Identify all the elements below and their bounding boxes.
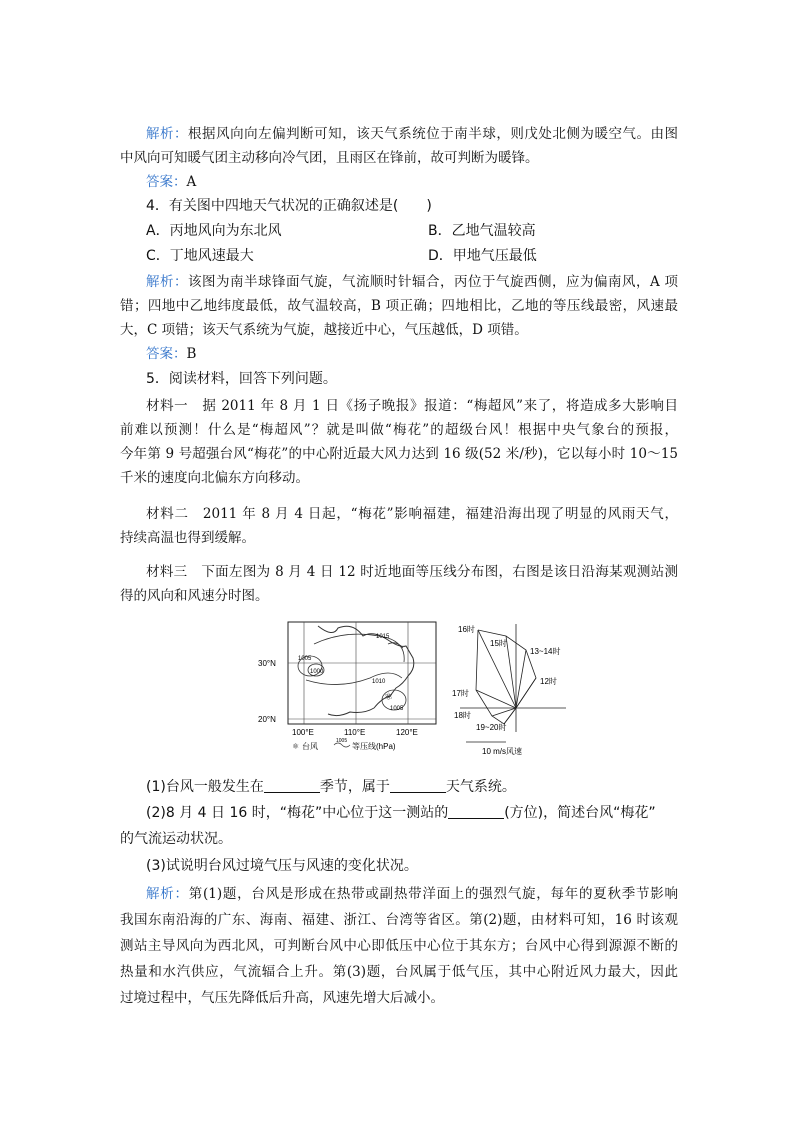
q4-option-d: D．甲地气压最低 [428,248,537,264]
solution-label: 解析： [146,126,189,142]
typhoon-symbol: ⚛ [384,692,393,703]
answer-blank-1[interactable] [264,778,320,793]
q5-sub3: (3)试说明台风过境气压与风速的变化状况。 [146,858,418,874]
q4-solution-line-2: 错；四地中乙地纬度最低，故气温较高，B 项正确；四地相比，乙地的等压线最密，风速最 [120,298,678,314]
lon-label-120e: 120°E [396,728,418,737]
q4-option-b: B．乙地气温较高 [428,223,536,239]
q4-stem: 4．有关图中四地天气状况的正确叙述是( ) [146,198,432,214]
isobar-label-1005b: 1005 [390,706,404,712]
hour-label-15: 15时 [490,639,507,648]
isobar-1015 [314,634,404,662]
q4-solution-line-1: 解析：该图为南半球锋面气旋，气流顺时针辐合，丙位于气旋西侧，应为偏南风，A 项 [146,274,678,290]
lon-label-100e: 100°E [292,728,314,737]
answer-blank-2[interactable] [390,778,446,793]
q5-material1-line-3: 今年第 9 号超强台风“梅花”的中心附近最大风力达到 16 级(52 米/秒)，它以每小时 10～15 [120,446,678,462]
hour-label-16: 16时 [458,625,475,634]
q5-solution-line-5: 过境过程中，气压先降低后升高，风速先增大后减小。 [120,990,444,1006]
legend-isobar: 等压线(hPa) [352,742,396,751]
q4-answer: 答案：B [146,346,197,362]
legend-typhoon-icon: ⚛ [292,742,300,751]
q5-solution-line-2: 我国东南沿海的广东、海南、福建、浙江、台湾等省区。第(2)题，由材料可知，16 时该观 [120,912,678,928]
prev-solution-line-2: 中风向可知暖气团主动移向冷气团，且雨区在锋前，故可判断为暖锋。 [120,150,539,166]
lat-label-30n: 30°N [258,659,276,668]
q5-material3-line-1: 材料三 下面左图为 8 月 4 日 12 时近地面等压线分布图，右图是该日沿海某观测站测 [146,564,678,580]
isobar-label-1015: 1015 [376,634,390,640]
q5-material2-line-2: 持续高温也得到缓解。 [120,530,255,546]
wind-chart [440,620,570,760]
isobar-label-1000: 1000 [310,669,324,675]
q5-solution-line-3: 测站主导风向为西北风，可判断台风中心即低压中心位于其东方；台风中心得到源源不断的 [120,938,678,954]
q5-material3-line-2: 得的风向和风速分时图。 [120,588,269,604]
scale-label: 10 m/s风速 [482,747,523,756]
lat-label-20n: 20°N [258,715,276,724]
q5-sub1: (1)台风一般发生在 季节，属于 天气系统。 [146,779,516,795]
q5-solution-line-1: 解析：第(1)题，台风是形成在热带或副热带洋面上的强烈气旋，每年的夏秋季节影响 [146,886,679,902]
isobar-label-1010: 1010 [372,679,386,685]
hour-label-17: 17时 [452,689,469,698]
coastline [318,626,414,716]
answer-blank-3[interactable] [448,804,504,819]
q4-option-a: A．丙地风向为东北风 [146,223,282,239]
legend-typhoon: 台风 [302,742,318,751]
q5-solution-line-4: 热量和水汽供应，气流辐合上升。第(3)题，台风属于低气压，其中心附近风力最大，因此 [120,964,678,980]
q5-material2-line-1: 材料二 2011 年 8 月 4 日起，“梅花”影响福建，福建沿海出现了明显的风雨天气， [146,506,678,522]
legend-isobar-value: 1005 [336,738,348,744]
isobar-label-1005a: 1005 [298,656,312,662]
vector-18h [492,708,516,716]
lon-label-110e: 110°E [344,728,366,737]
prev-answer: 答案：A [146,174,197,190]
q5-sub2-cont: 的气流运动状况。 [120,831,232,847]
hour-label-18: 18时 [454,711,471,720]
q5-sub2: (2)8 月 4 日 16 时，“梅花”中心位于这一测站的 (方位)，简述台风“梅花” [146,805,656,821]
q5-material1-line-4: 千米的速度向北偏东方向移动。 [120,470,309,486]
q5-material1-line-2: 前难以预测！什么是“梅超风”？就是叫做“梅花”的超级台风！根据中央气象台的预报， [120,422,678,438]
vector-13-14h [516,650,526,708]
q5-material1-line-1: 材料一 据 2011 年 8 月 1 日《扬子晚报》报道：“梅超风”来了，将造成多大影响目 [146,398,678,414]
hour-label-13-14: 13~14时 [530,647,561,656]
prev-solution-line-1: 解析：根据风向向左偏判断可知，该天气系统位于南半球，则戊处北侧为暖空气。由图 [146,126,679,142]
hour-label-19-20: 19~20时 [476,723,507,732]
q4-option-c: C．丁地风速最大 [146,248,254,264]
q5-stem: 5．阅读材料，回答下列问题。 [146,371,337,387]
q4-solution-line-3: 大，C 项错；该天气系统为气旋，越接近中心，气压越低，D 项错。 [120,322,528,338]
hour-label-12: 12时 [540,677,557,686]
